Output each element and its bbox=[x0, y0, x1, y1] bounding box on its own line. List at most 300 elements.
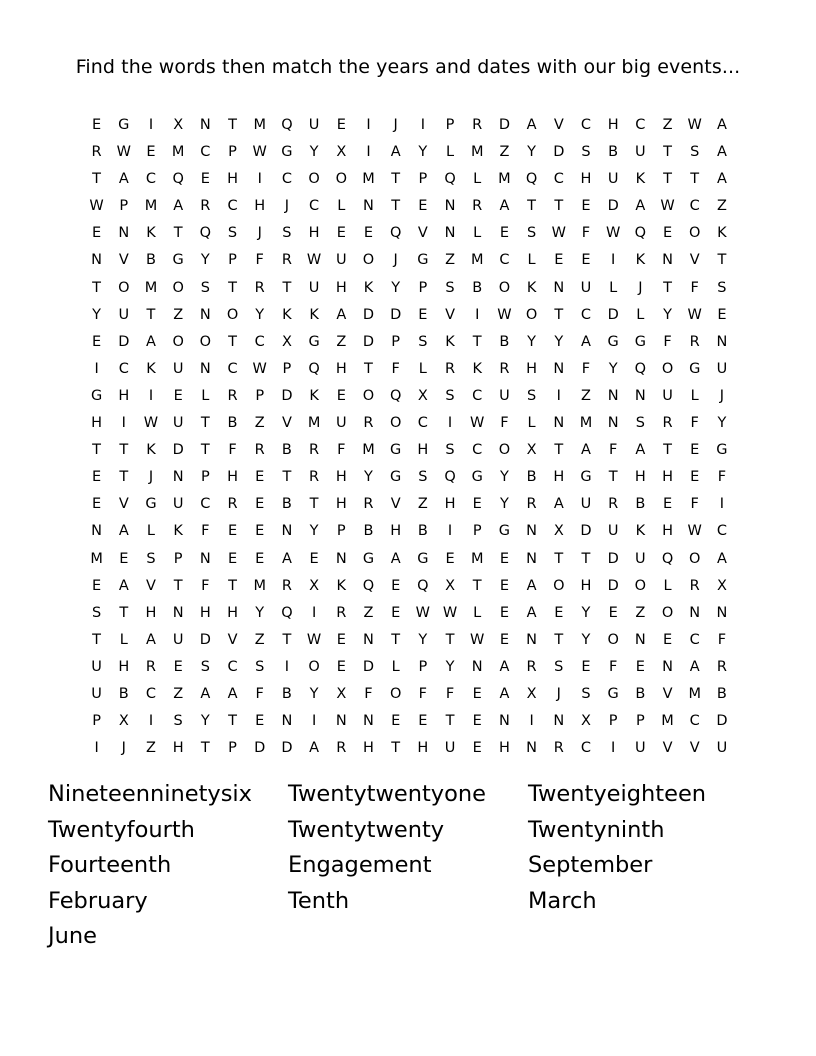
grid-letter[interactable]: P bbox=[418, 279, 428, 296]
grid-letter[interactable]: E bbox=[92, 333, 102, 350]
grid-letter[interactable]: C bbox=[227, 198, 238, 215]
grid-letter[interactable]: O bbox=[362, 387, 375, 404]
grid-letter[interactable]: H bbox=[580, 171, 592, 188]
grid-letter[interactable]: O bbox=[525, 306, 538, 323]
grid-letter[interactable]: H bbox=[607, 117, 619, 133]
grid-letter[interactable]: E bbox=[255, 523, 265, 540]
grid-letter[interactable]: D bbox=[607, 198, 619, 215]
grid-letter[interactable]: B bbox=[635, 496, 646, 513]
grid-letter[interactable]: R bbox=[254, 442, 265, 459]
grid-letter[interactable]: H bbox=[390, 523, 402, 540]
grid-letter[interactable]: E bbox=[554, 604, 564, 621]
grid-letter[interactable]: V bbox=[689, 740, 700, 757]
grid-letter[interactable]: I bbox=[366, 117, 371, 133]
grid-letter[interactable]: M bbox=[498, 171, 511, 188]
grid-letter[interactable]: H bbox=[335, 496, 347, 513]
grid-letter[interactable]: Z bbox=[635, 604, 646, 621]
grid-letter[interactable]: I bbox=[719, 496, 725, 513]
grid-letter[interactable]: Y bbox=[554, 333, 564, 350]
grid-letter[interactable]: Y bbox=[309, 685, 319, 702]
grid-letter[interactable]: Y bbox=[255, 604, 265, 621]
grid-letter[interactable]: I bbox=[148, 387, 154, 404]
grid-letter[interactable]: I bbox=[148, 117, 154, 133]
grid-letter[interactable]: T bbox=[663, 442, 672, 459]
grid-letter[interactable]: U bbox=[308, 279, 320, 296]
grid-letter[interactable]: F bbox=[581, 225, 591, 242]
grid-letter[interactable]: O bbox=[118, 279, 130, 296]
grid-letter[interactable]: C bbox=[689, 198, 700, 215]
grid-letter[interactable]: S bbox=[690, 144, 700, 161]
grid-letter[interactable]: K bbox=[336, 577, 347, 594]
grid-letter[interactable]: F bbox=[608, 658, 618, 675]
grid-letter[interactable]: E bbox=[391, 713, 401, 730]
grid-letter[interactable]: D bbox=[390, 306, 402, 323]
grid-letter[interactable]: E bbox=[581, 252, 591, 269]
grid-letter[interactable]: E bbox=[363, 225, 374, 242]
grid-letter[interactable]: V bbox=[146, 577, 156, 594]
grid-letter[interactable]: K bbox=[445, 333, 455, 350]
grid-letter[interactable]: T bbox=[554, 306, 564, 323]
grid-letter[interactable]: C bbox=[227, 658, 238, 675]
grid-letter[interactable]: Z bbox=[417, 496, 428, 513]
grid-letter[interactable]: A bbox=[499, 685, 510, 702]
grid-letter[interactable]: N bbox=[553, 279, 565, 296]
grid-letter[interactable]: B bbox=[281, 685, 292, 702]
grid-letter[interactable]: I bbox=[366, 144, 371, 161]
grid-letter[interactable]: T bbox=[282, 469, 292, 486]
grid-letter[interactable]: T bbox=[554, 442, 564, 459]
grid-letter[interactable]: A bbox=[526, 117, 537, 133]
grid-letter[interactable]: T bbox=[391, 171, 401, 188]
grid-letter[interactable]: Q bbox=[444, 171, 456, 188]
grid-letter[interactable]: U bbox=[335, 415, 347, 432]
grid-letter[interactable]: W bbox=[687, 306, 702, 323]
grid-letter[interactable]: O bbox=[172, 333, 184, 350]
grid-letter[interactable]: C bbox=[281, 171, 292, 188]
grid-letter[interactable]: C bbox=[553, 171, 564, 188]
grid-letter[interactable]: P bbox=[119, 198, 129, 215]
grid-letter[interactable]: O bbox=[199, 333, 212, 350]
grid-letter[interactable]: S bbox=[581, 685, 591, 702]
grid-letter[interactable]: J bbox=[556, 685, 561, 702]
grid-letter[interactable]: C bbox=[472, 442, 483, 459]
grid-letter[interactable]: W bbox=[660, 198, 675, 215]
grid-letter[interactable]: E bbox=[227, 550, 238, 567]
grid-letter[interactable]: W bbox=[306, 252, 322, 269]
grid-letter[interactable]: G bbox=[471, 469, 483, 486]
grid-letter[interactable]: M bbox=[90, 550, 103, 567]
grid-letter[interactable]: S bbox=[418, 469, 428, 486]
grid-letter[interactable]: C bbox=[417, 415, 428, 432]
grid-letter[interactable]: E bbox=[92, 496, 102, 513]
grid-letter[interactable]: U bbox=[444, 740, 456, 757]
grid-letter[interactable]: V bbox=[227, 631, 238, 648]
grid-letter[interactable]: N bbox=[634, 387, 646, 404]
grid-letter[interactable]: X bbox=[417, 387, 428, 404]
grid-letter[interactable]: E bbox=[690, 469, 700, 486]
grid-letter[interactable]: R bbox=[281, 252, 292, 269]
grid-letter[interactable]: I bbox=[447, 415, 453, 432]
grid-letter[interactable]: D bbox=[118, 333, 130, 350]
grid-letter[interactable]: X bbox=[445, 577, 455, 594]
grid-letter[interactable]: R bbox=[254, 279, 265, 296]
grid-letter[interactable]: F bbox=[255, 252, 264, 269]
grid-letter[interactable]: T bbox=[146, 306, 156, 323]
grid-letter[interactable]: Z bbox=[254, 631, 265, 648]
grid-letter[interactable]: R bbox=[200, 198, 211, 215]
grid-letter[interactable]: R bbox=[91, 144, 102, 161]
grid-letter[interactable]: F bbox=[690, 279, 699, 296]
grid-letter[interactable]: A bbox=[716, 144, 727, 161]
grid-letter[interactable]: E bbox=[690, 442, 700, 459]
grid-letter[interactable]: K bbox=[635, 171, 646, 188]
grid-letter[interactable]: V bbox=[118, 496, 129, 513]
grid-letter[interactable]: D bbox=[199, 631, 211, 648]
grid-letter[interactable]: G bbox=[172, 252, 184, 269]
grid-letter[interactable]: A bbox=[281, 550, 292, 567]
grid-letter[interactable]: T bbox=[554, 631, 564, 648]
grid-letter[interactable]: S bbox=[717, 279, 727, 296]
grid-letter[interactable]: U bbox=[172, 415, 184, 432]
grid-letter[interactable]: N bbox=[335, 550, 347, 567]
grid-letter[interactable]: R bbox=[363, 496, 374, 513]
grid-letter[interactable]: Q bbox=[634, 225, 647, 242]
grid-letter[interactable]: Z bbox=[662, 117, 673, 133]
grid-letter[interactable]: T bbox=[554, 198, 564, 215]
grid-letter[interactable]: Q bbox=[281, 117, 293, 133]
grid-letter[interactable]: N bbox=[553, 713, 565, 730]
grid-letter[interactable]: O bbox=[226, 306, 239, 323]
grid-letter[interactable]: E bbox=[472, 713, 482, 730]
grid-letter[interactable]: E bbox=[92, 469, 102, 486]
grid-letter[interactable]: J bbox=[121, 740, 126, 757]
grid-letter[interactable]: T bbox=[527, 198, 537, 215]
grid-letter[interactable]: C bbox=[200, 496, 211, 513]
grid-letter[interactable]: O bbox=[607, 631, 619, 648]
grid-letter[interactable]: J bbox=[284, 198, 290, 215]
grid-letter[interactable]: Z bbox=[499, 144, 510, 161]
grid-letter[interactable]: V bbox=[118, 252, 129, 269]
grid-letter[interactable]: K bbox=[282, 306, 292, 323]
grid-letter[interactable]: A bbox=[689, 658, 700, 675]
grid-letter[interactable]: F bbox=[717, 469, 727, 486]
grid-letter[interactable]: D bbox=[362, 333, 375, 350]
grid-letter[interactable]: X bbox=[118, 713, 129, 730]
grid-letter[interactable]: N bbox=[716, 333, 728, 350]
grid-letter[interactable]: E bbox=[336, 658, 346, 675]
grid-letter[interactable]: S bbox=[91, 604, 102, 621]
grid-letter[interactable]: A bbox=[309, 740, 320, 757]
grid-letter[interactable]: H bbox=[308, 225, 320, 242]
grid-letter[interactable]: C bbox=[227, 360, 238, 377]
grid-letter[interactable]: Y bbox=[717, 415, 727, 432]
grid-letter[interactable]: I bbox=[257, 171, 262, 188]
grid-letter[interactable]: T bbox=[445, 631, 455, 648]
grid-letter[interactable]: E bbox=[336, 387, 346, 404]
grid-letter[interactable]: E bbox=[499, 577, 509, 594]
grid-letter[interactable]: T bbox=[228, 577, 237, 594]
grid-letter[interactable]: N bbox=[526, 631, 538, 648]
grid-letter[interactable]: C bbox=[635, 117, 646, 133]
grid-letter[interactable]: W bbox=[143, 415, 159, 432]
grid-letter[interactable]: X bbox=[173, 117, 184, 133]
grid-letter[interactable]: F bbox=[581, 360, 591, 377]
grid-letter[interactable]: I bbox=[420, 117, 425, 133]
grid-letter[interactable]: R bbox=[145, 658, 156, 675]
grid-letter[interactable]: M bbox=[470, 144, 484, 161]
grid-letter[interactable]: L bbox=[636, 306, 645, 323]
grid-letter[interactable]: Q bbox=[661, 550, 674, 567]
grid-letter[interactable]: U bbox=[499, 387, 510, 404]
grid-letter[interactable]: E bbox=[92, 225, 102, 242]
grid-letter[interactable]: H bbox=[662, 523, 673, 540]
grid-letter[interactable]: S bbox=[581, 144, 591, 161]
grid-letter[interactable]: T bbox=[717, 252, 727, 269]
grid-letter[interactable]: L bbox=[527, 252, 536, 269]
grid-letter[interactable]: G bbox=[145, 496, 157, 513]
grid-letter[interactable]: V bbox=[662, 685, 673, 702]
grid-letter[interactable]: C bbox=[689, 713, 700, 730]
grid-letter[interactable]: O bbox=[335, 171, 347, 188]
grid-letter[interactable]: A bbox=[390, 144, 401, 161]
grid-letter[interactable]: N bbox=[553, 415, 565, 432]
grid-letter[interactable]: C bbox=[716, 523, 727, 540]
grid-letter[interactable]: E bbox=[635, 658, 645, 675]
grid-letter[interactable]: H bbox=[662, 469, 673, 486]
grid-letter[interactable]: F bbox=[228, 442, 237, 459]
grid-letter[interactable]: Y bbox=[364, 469, 373, 486]
grid-letter[interactable]: E bbox=[499, 225, 509, 242]
grid-letter[interactable]: R bbox=[526, 496, 537, 513]
grid-letter[interactable]: R bbox=[444, 360, 456, 377]
grid-letter[interactable]: N bbox=[118, 225, 130, 242]
grid-letter[interactable]: T bbox=[228, 117, 237, 133]
grid-letter[interactable]: B bbox=[499, 333, 510, 350]
grid-letter[interactable]: E bbox=[499, 631, 509, 648]
grid-letter[interactable]: V bbox=[553, 117, 564, 133]
grid-letter[interactable]: W bbox=[116, 144, 131, 161]
grid-letter[interactable]: M bbox=[144, 279, 158, 296]
grid-letter[interactable]: F bbox=[201, 523, 210, 540]
grid-letter[interactable]: G bbox=[308, 333, 320, 350]
grid-letter[interactable]: E bbox=[92, 117, 102, 133]
grid-letter[interactable]: Q bbox=[172, 171, 184, 188]
grid-letter[interactable]: J bbox=[148, 469, 154, 486]
grid-letter[interactable]: K bbox=[635, 252, 646, 269]
grid-letter[interactable]: K bbox=[146, 225, 156, 242]
grid-letter[interactable]: N bbox=[199, 360, 211, 377]
grid-letter[interactable]: T bbox=[92, 171, 102, 188]
grid-letter[interactable]: S bbox=[445, 442, 455, 459]
grid-letter[interactable]: A bbox=[173, 198, 184, 215]
grid-letter[interactable]: C bbox=[145, 171, 157, 188]
grid-letter[interactable]: M bbox=[362, 442, 375, 459]
grid-letter[interactable]: M bbox=[579, 415, 593, 432]
grid-letter[interactable]: E bbox=[717, 306, 727, 323]
grid-letter[interactable]: L bbox=[609, 279, 618, 296]
grid-letter[interactable]: E bbox=[336, 631, 346, 648]
grid-letter[interactable]: Z bbox=[173, 306, 184, 323]
grid-letter[interactable]: E bbox=[391, 577, 401, 594]
grid-letter[interactable]: G bbox=[118, 117, 130, 133]
grid-letter[interactable]: A bbox=[118, 171, 129, 188]
grid-letter[interactable]: R bbox=[309, 442, 320, 459]
grid-letter[interactable]: K bbox=[309, 306, 319, 323]
grid-letter[interactable]: N bbox=[199, 117, 211, 133]
grid-letter[interactable]: J bbox=[257, 225, 262, 242]
grid-letter[interactable]: Y bbox=[309, 523, 319, 540]
grid-letter[interactable]: T bbox=[228, 279, 237, 296]
grid-letter[interactable]: W bbox=[470, 631, 485, 648]
grid-letter[interactable]: D bbox=[607, 577, 619, 594]
grid-letter[interactable]: Z bbox=[363, 604, 374, 621]
grid-letter[interactable]: Q bbox=[389, 387, 402, 404]
grid-letter[interactable]: Y bbox=[663, 306, 672, 323]
grid-letter[interactable]: X bbox=[336, 144, 347, 161]
grid-letter[interactable]: H bbox=[227, 604, 238, 621]
grid-letter[interactable]: U bbox=[580, 496, 592, 513]
grid-letter[interactable]: B bbox=[417, 523, 428, 540]
grid-letter[interactable]: Y bbox=[255, 306, 265, 323]
grid-letter[interactable]: I bbox=[311, 713, 317, 730]
grid-letter[interactable]: E bbox=[499, 604, 509, 621]
grid-letter[interactable]: S bbox=[554, 658, 564, 675]
grid-letter[interactable]: T bbox=[445, 713, 455, 730]
grid-letter[interactable]: Y bbox=[418, 144, 428, 161]
grid-letter[interactable]: B bbox=[281, 496, 292, 513]
grid-letter[interactable]: N bbox=[199, 306, 211, 323]
grid-letter[interactable]: P bbox=[92, 713, 101, 730]
grid-letter[interactable]: O bbox=[172, 279, 184, 296]
grid-letter[interactable]: T bbox=[92, 631, 102, 648]
grid-letter[interactable]: N bbox=[335, 713, 347, 730]
grid-letter[interactable]: L bbox=[337, 198, 346, 215]
grid-letter[interactable]: C bbox=[689, 631, 700, 648]
grid-letter[interactable]: A bbox=[716, 171, 727, 188]
grid-letter[interactable]: A bbox=[716, 117, 727, 133]
grid-letter[interactable]: T bbox=[364, 360, 373, 377]
grid-letter[interactable]: U bbox=[91, 685, 102, 702]
grid-letter[interactable]: S bbox=[282, 225, 292, 242]
grid-letter[interactable]: N bbox=[363, 198, 374, 215]
grid-letter[interactable]: A bbox=[499, 198, 510, 215]
grid-letter[interactable]: W bbox=[470, 415, 485, 432]
grid-letter[interactable]: E bbox=[472, 496, 482, 513]
grid-letter[interactable]: X bbox=[336, 685, 347, 702]
grid-letter[interactable]: Z bbox=[146, 740, 156, 757]
grid-letter[interactable]: U bbox=[118, 306, 130, 323]
grid-letter[interactable]: X bbox=[716, 577, 727, 594]
grid-letter[interactable]: F bbox=[337, 442, 346, 459]
grid-letter[interactable]: X bbox=[526, 442, 537, 459]
grid-letter[interactable]: P bbox=[608, 713, 618, 730]
grid-letter[interactable]: R bbox=[689, 333, 700, 350]
grid-letter[interactable]: D bbox=[281, 387, 293, 404]
grid-letter[interactable]: U bbox=[172, 631, 184, 648]
grid-letter[interactable]: S bbox=[255, 658, 265, 675]
grid-letter[interactable]: I bbox=[529, 713, 534, 730]
grid-letter[interactable]: A bbox=[336, 306, 347, 323]
grid-letter[interactable]: O bbox=[634, 577, 647, 594]
grid-letter[interactable]: P bbox=[228, 740, 237, 757]
grid-letter[interactable]: B bbox=[716, 685, 727, 702]
grid-letter[interactable]: I bbox=[311, 604, 317, 621]
grid-letter[interactable]: E bbox=[662, 631, 673, 648]
grid-letter[interactable]: U bbox=[335, 252, 347, 269]
grid-letter[interactable]: N bbox=[498, 713, 510, 730]
grid-letter[interactable]: S bbox=[526, 387, 537, 404]
grid-letter[interactable]: E bbox=[309, 550, 319, 567]
grid-letter[interactable]: L bbox=[527, 415, 536, 432]
grid-letter[interactable]: D bbox=[172, 442, 184, 459]
grid-letter[interactable]: F bbox=[690, 415, 699, 432]
grid-letter[interactable]: A bbox=[526, 577, 537, 594]
grid-letter[interactable]: T bbox=[472, 333, 482, 350]
grid-letter[interactable]: A bbox=[716, 550, 727, 567]
grid-letter[interactable]: E bbox=[255, 496, 265, 513]
grid-letter[interactable]: L bbox=[201, 387, 210, 404]
grid-letter[interactable]: N bbox=[172, 604, 184, 621]
grid-letter[interactable]: T bbox=[119, 469, 129, 486]
grid-letter[interactable]: W bbox=[89, 198, 104, 215]
grid-letter[interactable]: D bbox=[498, 117, 510, 133]
grid-letter[interactable]: M bbox=[144, 198, 158, 215]
grid-letter[interactable]: N bbox=[471, 658, 483, 675]
grid-letter[interactable]: U bbox=[580, 279, 592, 296]
grid-letter[interactable]: C bbox=[580, 306, 592, 323]
grid-letter[interactable]: D bbox=[281, 740, 293, 757]
grid-letter[interactable]: O bbox=[661, 360, 674, 377]
grid-letter[interactable]: M bbox=[362, 171, 375, 188]
grid-letter[interactable]: R bbox=[472, 198, 483, 215]
grid-letter[interactable]: A bbox=[581, 333, 591, 350]
grid-letter[interactable]: N bbox=[444, 225, 456, 242]
grid-letter[interactable]: H bbox=[634, 469, 646, 486]
grid-letter[interactable]: U bbox=[172, 496, 184, 513]
grid-letter[interactable]: D bbox=[362, 658, 375, 675]
grid-letter[interactable]: M bbox=[470, 550, 484, 567]
grid-letter[interactable]: T bbox=[309, 496, 319, 513]
grid-letter[interactable]: E bbox=[472, 685, 482, 702]
grid-letter[interactable]: S bbox=[146, 550, 156, 567]
grid-letter[interactable]: K bbox=[717, 225, 727, 242]
grid-letter[interactable]: G bbox=[689, 360, 701, 377]
grid-letter[interactable]: L bbox=[146, 523, 156, 540]
grid-letter[interactable]: U bbox=[308, 117, 320, 133]
grid-letter[interactable]: J bbox=[719, 387, 725, 404]
grid-letter[interactable]: P bbox=[228, 144, 237, 161]
grid-letter[interactable]: Y bbox=[499, 496, 509, 513]
grid-letter[interactable]: U bbox=[716, 360, 728, 377]
grid-letter[interactable]: K bbox=[635, 523, 646, 540]
grid-letter[interactable]: A bbox=[635, 198, 646, 215]
grid-letter[interactable]: Y bbox=[418, 631, 428, 648]
grid-letter[interactable]: D bbox=[362, 306, 375, 323]
grid-letter[interactable]: T bbox=[173, 577, 183, 594]
grid-letter[interactable]: K bbox=[146, 442, 156, 459]
grid-letter[interactable]: S bbox=[200, 279, 210, 296]
grid-letter[interactable]: N bbox=[199, 550, 211, 567]
grid-letter[interactable]: A bbox=[526, 604, 537, 621]
grid-letter[interactable]: R bbox=[608, 496, 619, 513]
grid-letter[interactable]: I bbox=[284, 658, 290, 675]
grid-letter[interactable]: C bbox=[118, 360, 129, 377]
grid-letter[interactable]: T bbox=[608, 469, 618, 486]
grid-letter[interactable]: M bbox=[253, 117, 266, 133]
grid-letter[interactable]: G bbox=[362, 550, 375, 567]
grid-letter[interactable]: I bbox=[94, 740, 99, 757]
grid-letter[interactable]: H bbox=[145, 604, 157, 621]
